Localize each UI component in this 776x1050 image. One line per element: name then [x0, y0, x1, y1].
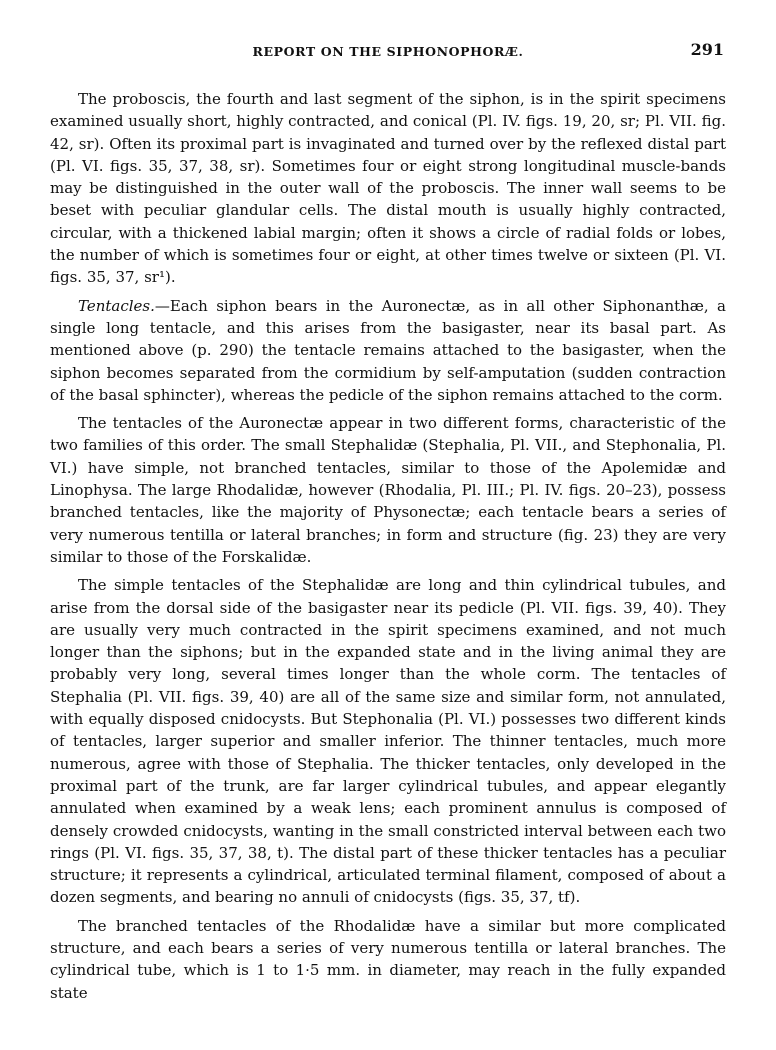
body-text [50, 88, 726, 1004]
section-heading-tentacles: Tentacles. [78, 296, 155, 315]
paragraph-tentacles-intro-text: —Each siphon bears in the Auronectæ, as in all other Siphonanthæ, a single long tentacle, and this arises from the basigaster, near its basal part. As mentioned above (p. 290) the tentacle remains attached to the basigaster, when the siphon becomes separated from the cormidium by self-amputation (sudden contraction of the basal sphincter), whereas the pedicle of the siphon remains attached to the corm. [50, 296, 726, 404]
paragraph-tentacles-intro [50, 295, 726, 406]
paragraph-branched-tentacles: The branched tentacles of the Rhodalidæ have a similar but more complicated structure, and each bears a series of very numerous tentilla or lateral branches. The cylindrical tube, which is 1 to 1·5 mm. in diameter, may reach in the fully expanded state [50, 916, 726, 1002]
running-title: REPORT ON THE SIPHONOPHORÆ. [252, 44, 524, 59]
paragraph-simple-tentacles: The simple tentacles of the Stephalidæ are long and thin cylindrical tubules, and arise from the dorsal side of the basigaster near its pedicle (Pl. VII. figs. 39, 40). They are usually very much contracted in the spirit specimens examined, and not much longer than the siphons; but in the expanded state and in the living animal they are probably very long, several times longer than the whole corm. The tentacles of Stephalia (Pl. VII. figs. 39, 40) are all of the same size and similar form, not annulated, with equally disposed cnidocysts. But Stephonalia (Pl. VI.) possesses two different kinds of tentacles, larger superior and smaller inferior. The thinner tentacles, much more numerous, agree with those of Stephalia. The thicker tentacles, only developed in the proximal part of the trunk, are far larger cylindrical tubules, and appear elegantly annulated when examined by a weak lens; each prominent annulus is composed of densely crowded cnidocysts, wanting in the small constricted interval between each two rings (Pl. VI. figs. 35, 37, 38, t). The distal part of these thicker tentacles has a peculiar structure; it represents a cylindrical, articulated terminal filament, composed of about a dozen segments, and bearing no annuli of cnidocysts (figs. 35, 37, tf). [50, 576, 726, 907]
paragraph-tentacle-forms: The tentacles of the Auronectæ appear in two different forms, characteristic of the two families of this order. The small Stephalidæ (Stephalia, Pl. VII., and Stephonalia, Pl. VI.) have simple, not branched tentacles, similar to those of the Apolemidæ and Linophysa. The large Rhodalidæ, however (Rhodalia, Pl. III.; Pl. IV. figs. 20–23), possess branched tentacles, like the majority of Physonectæ; each tentacle bears a series of very numerous tentilla or lateral branches; in form and structure (fig. 23) they are very similar to those of the Forskalidæ. [50, 414, 726, 566]
page-header [50, 40, 726, 66]
page [50, 40, 726, 1010]
paragraph-proboscis: The proboscis, the fourth and last segment of the siphon, is in the spirit specimens examined usually short, highly contracted, and conical (Pl. IV. figs. 19, 20, sr; Pl. VII. fig. 42, sr). Often its proximal part is invaginated and turned over by the reflexed distal part (Pl. VI. figs. 35, 37, 38, sr). Sometimes four or eight strong longitudinal muscle-bands may be distinguished in the outer wall of the proboscis. The inner wall seems to be beset with peculiar glandular cells. The distal mouth is usually highly contracted, circular, with a thickened labial margin; often it shows a circle of radial folds or lobes, the number of which is sometimes four or eight, at other times twelve or sixteen (Pl. VI. figs. 35, 37, sr¹). [50, 90, 726, 287]
page-number: 291 [690, 40, 724, 59]
